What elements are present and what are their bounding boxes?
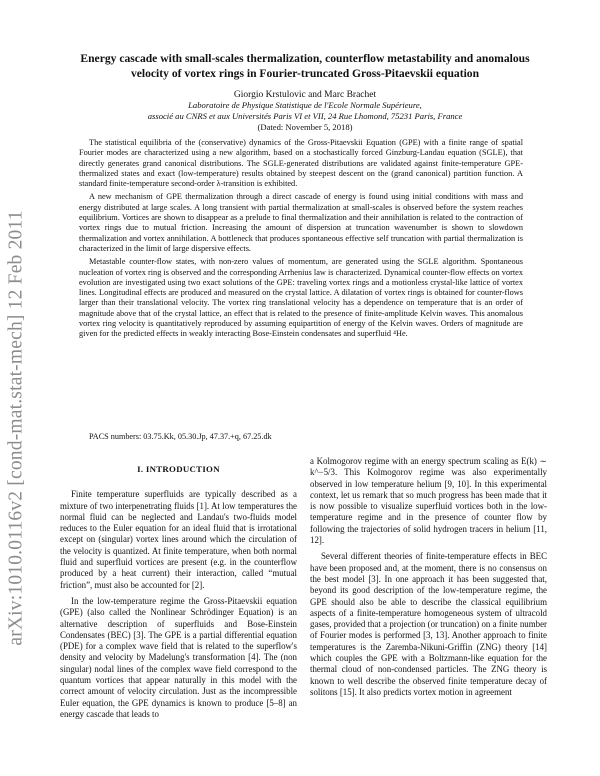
paper-title: Energy cascade with small-scales thermalization, counterflow metastability and anomalous velocity of vortex rings in Fourier-truncated Gross-Pitaevskii equation [80, 52, 530, 80]
date-line: (Dated: November 5, 2018) [257, 122, 353, 132]
arxiv-side-identifier [4, 148, 30, 708]
right-column [310, 456, 547, 703]
body-paragraph: Finite temperature superfluids are typically described as a mixture of two interpenetrating fluids [1]. At low temperatures the normal fluid can be neglected and Landau's two-fluids model reduces to the Euler equation for an ideal fluid that is irrotational except on (singular) vortex lines around which the circulation of the velocity is quantized. At finite temperature, when both normal fluid and superfluid vortices are present (e.g. in the counterflow produced by a heat current) their interaction, called “mutual friction”, must also be accounted for [2]. [60, 489, 297, 590]
section-heading: I. INTRODUCTION [137, 464, 220, 474]
abstract-paragraph: A new mechanism of GPE thermalization through a direct cascade of energy is found using initial conditions with mass and energy distributed at large scales. A long transient with partial thermalization at small-scales is observed before the system reaches equilibrium. Vortices are shown to disappear as a prelude to final thermalization and their annihilation is related to the contraction of vortex rings due to mutual friction. Increasing the amount of dispersion at truncation wavenumber is shown to slowdown thermalization and vortex annihilation. A bottleneck that produces spontaneous effective self truncation with partial thermalization is characterized in the limit of large dispersive effects. [79, 192, 523, 253]
author-list: Giorgio Krstulovic and Marc Brachet [233, 90, 377, 100]
abstract [79, 138, 523, 343]
body-paragraph: Several different theories of finite-temperature effects in BEC have been proposed and, at the moment, there is no consensus on the best model [3]. In one approach it has been suggested that, beyond its good description of the low-temperature regime, the GPE should also be able to describe the classical equilibrium aspects of a finite-temperature homogeneous system of ultracold gases, provided that a projection (or truncation) on a finite number of Fourier modes is performed [3, 13]. Another approach to finite temperatures is the Zaremba-Nikuni-Griffin (ZNG) theory [14] which couples the GPE with a Boltzmann-like equation for the thermal cloud of non-condensed particles. The ZNG theory is known to well describe the observed finite temperature decay of solitons [15]. It also predicts vortex motion in agreement [310, 551, 547, 697]
affiliation-line-1: Laboratoire de Physique Statistique de l'Ecole Normale Supérieure, [188, 100, 422, 110]
left-column [60, 456, 297, 725]
body-paragraph: In the low-temperature regime the Gross-Pitaevskii equation (GPE) (also called the Nonlinear Schrödinger Equation) is an alternative description of superfluids and Bose-Einstein Condensates (BEC) [3]. The GPE is a partial differential equation (PDE) for a complex wave field that is related to the superflow's density and velocity by Madelung's transformation [4]. The (non singular) nodal lines of the complex wave field correspond to the quantum vortices that appear naturally in this model with the correct amount of velocity circulation. Just as the incompressible Euler equation, the GPE dynamics is known to produce [5–8] an energy cascade that leads to [60, 595, 297, 719]
pacs-numbers: PACS numbers: 03.75.Kk, 05.30.Jp, 47.37.+q, 67.25.dk [89, 432, 272, 441]
abstract-paragraph: Metastable counter-flow states, with non-zero values of momentum, are generated using the SGLE algorithm. Spontaneous nucleation of vortex ring is observed and the corresponding Arrhenius law is characterized. Dynamical counter-flow effects on vortex evolution are investigated using two exact solutions of the GPE: traveling vortex rings and a motionless crystal-like lattice of vortex lines. Longitudinal effects are produced and measured on the crystal lattice. A dilatation of vortex rings is obtained for counter-flows larger than their translational velocity. The vortex ring translational velocity has a dependence on temperature that is an order of magnitude above that of the crystal lattice, an effect that is related to the presence of finite-amplitude Kelvin waves. This anomalous vortex ring velocity is quantitatively reproduced by assuming equipartition of energy of the Kelvin waves. Orders of magnitude are given for the predicted effects in weakly interacting Bose-Einstein condensates and superfluid ⁴He. [79, 257, 523, 339]
affiliation-line-2: associé au CNRS et aux Universités Paris VI et VII, 24 Rue Lhomond, 75231 Paris, France [147, 111, 463, 122]
body-paragraph: a Kolmogorov regime with an energy spectrum scaling as E(k) ∼ k^−5/3. This Kolmogorov regime was also experimentally observed in low temperature helium [9, 10]. In this experimental context, let us remark that so much progress has been made that it is now possible to visualize superfluid vortices both in the low-temperature regime and in the presence of counter flow by following the trajectories of solid hydrogen tracers in helium [11, 12]. [310, 456, 547, 546]
abstract-paragraph: The statistical equilibria of the (conservative) dynamics of the Gross-Pitaevskii Equation (GPE) with a finite range of spatial Fourier modes are characterized using a new algorithm, based on a stochastically forced Ginzburg-Landau equation (SGLE), that directly generates grand canonical distributions. The SGLE-generated distributions are validated against finite-temperature GPE-thermalized states and exact (low-temperature) results obtained by steepest descent on the (grand canonical) partition function. A standard finite-temperature second-order λ-transition is exhibited. [79, 138, 523, 189]
affiliation [60, 100, 550, 123]
arxiv-id-text: arXiv:1010.0116v2 [cond-mat.stat-mech] 12 Feb 2011 [6, 210, 28, 646]
